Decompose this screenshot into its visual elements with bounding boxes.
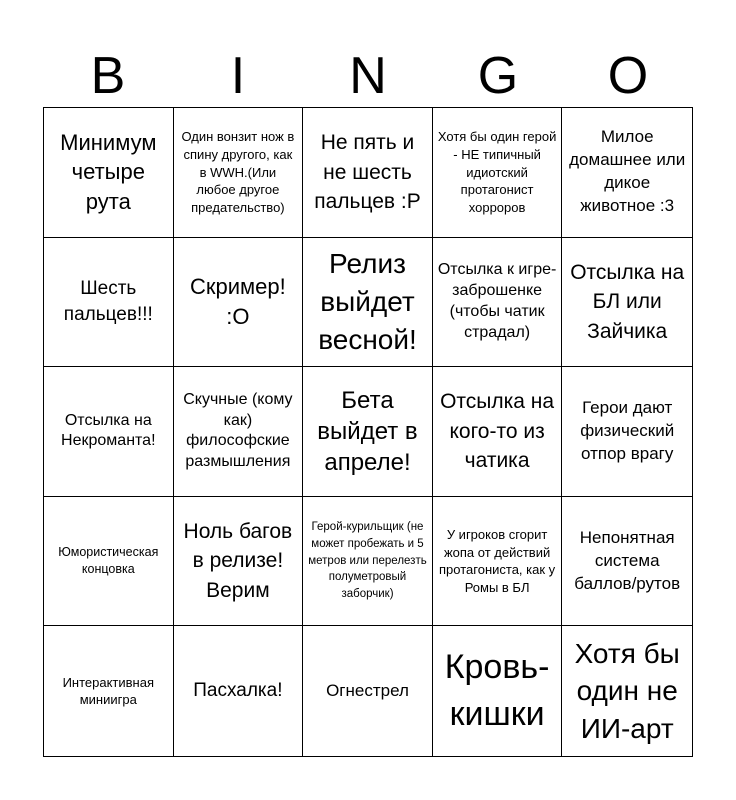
bingo-cell[interactable]: Отсылка к игре-заброшенке (чтобы чатик страдал) [433,238,563,368]
header-letter-b: B [90,47,126,105]
bingo-cell[interactable]: Милое домашнее или дикое животное :3 [562,108,692,238]
bingo-cell[interactable]: Бета выйдет в апреле! [303,367,433,497]
header-letter-i: I [230,47,246,105]
bingo-cell[interactable]: Релиз выйдет весной! [303,238,433,368]
bingo-cell[interactable]: Отсылка на кого-то из чатика [433,367,563,497]
bingo-grid [43,107,693,757]
bingo-cell[interactable]: Отсылка на БЛ или Зайчика [562,238,692,368]
bingo-cell[interactable]: Хотя бы один не ИИ-арт [574,637,680,745]
bingo-header [43,44,693,108]
bingo-cell[interactable]: Скучные (кому как) философские размышления [174,367,304,497]
header-letter-g: G [477,47,519,105]
bingo-cell[interactable]: Отсылка на Некроманта! [44,367,174,497]
bingo-cell[interactable]: Огнестрел [303,626,433,756]
bingo-cell[interactable]: Не пять и не шесть пальцев :P [303,108,433,238]
header-letter-n: N [349,47,387,105]
bingo-cell[interactable]: Герои дают физический отпор врагу [562,367,692,497]
bingo-cell[interactable]: Юмористическая концовка [44,497,174,627]
bingo-cell[interactable]: Интерактивная миниигра [44,626,174,756]
bingo-cell[interactable]: Ноль багов в релизе! Верим [174,497,304,627]
bingo-cell[interactable]: Непонятная система баллов/рутов [562,497,692,627]
bingo-cell[interactable]: У игроков сгорит жопа от действий протагониста, как у Ромы в БЛ [433,497,563,627]
bingo-cell[interactable]: Хотя бы один герой - НЕ типичный идиотский протагонист хорроров [433,108,563,238]
bingo-cell[interactable]: Один вонзит нож в спину другого, как в WWH.(Или любое другое предательство) [174,108,304,238]
bingo-cell[interactable]: Пасхалка! [174,626,304,756]
header-letter-o: O [607,47,649,105]
bingo-cell[interactable]: Герой-курильщик (не может пробежать и 5 метров или перелезть полуметровый заборчик) [303,497,433,627]
bingo-cell[interactable]: Шесть пальцев!!! [44,238,174,368]
bingo-cell[interactable]: Минимум четыре рута [44,108,174,238]
bingo-cell[interactable]: Кровь-кишки [433,626,563,756]
bingo-cell[interactable]: Скример! :O [174,238,304,368]
